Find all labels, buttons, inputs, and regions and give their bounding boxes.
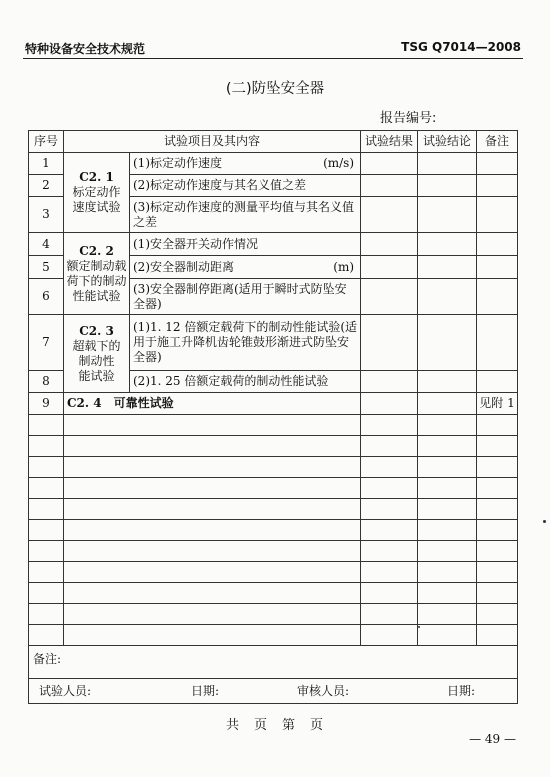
empty-row (29, 625, 518, 646)
table-row (29, 393, 518, 415)
result-cell[interactable] (361, 315, 418, 371)
remark-cell[interactable] (477, 153, 518, 175)
group-label: 超载下的 制动性 能试验 (72, 338, 121, 383)
table-row (29, 153, 518, 175)
result-cell[interactable] (361, 393, 418, 415)
remark-cell[interactable] (477, 256, 518, 279)
group-c2-3 (64, 315, 130, 393)
header-result: 试验结果 (361, 131, 418, 153)
conclusion-cell[interactable] (418, 153, 477, 175)
header-no: 序号 (29, 131, 64, 153)
empty-row (29, 436, 518, 457)
item-text: (2)1. 25 倍额定载荷的制动性能试验 (133, 374, 329, 388)
group-code: C2. 3 (79, 323, 114, 338)
row-item (130, 279, 361, 315)
header-content: 试验项目及其内容 (64, 131, 361, 153)
header-rule (23, 58, 523, 59)
item-text: (3)标定动作速度的测量平均值与其名义值之差 (133, 199, 354, 229)
conclusion-cell[interactable] (418, 233, 477, 256)
row-item (64, 393, 361, 415)
conclusion-cell[interactable] (418, 279, 477, 315)
group-code: C2. 1 (79, 170, 114, 184)
row-no: 5 (29, 256, 64, 279)
group-c2-2 (64, 233, 130, 315)
tester-label: 试验人员: (39, 683, 92, 698)
empty-row (29, 604, 518, 625)
signature-cell (29, 679, 518, 704)
remark-cell[interactable] (477, 371, 518, 393)
row-item (130, 233, 361, 256)
item-text: (1)1. 12 倍额定载荷下的制动性能试验(适用于施工升降机齿轮锥鼓形渐进式防坠安全器) (133, 320, 358, 364)
conclusion-cell[interactable] (418, 393, 477, 415)
result-cell[interactable] (361, 153, 418, 175)
table-header-row (29, 131, 518, 153)
remark-cell[interactable] (477, 197, 518, 233)
row-no: 8 (29, 371, 64, 393)
row-item (130, 197, 361, 233)
item-unit: (m) (333, 259, 355, 274)
date-label: 日期: (191, 683, 220, 698)
remark-cell[interactable]: 见附 1 (477, 393, 518, 415)
conclusion-cell[interactable] (418, 256, 477, 279)
section-title: (二)防坠安全器 (225, 81, 325, 97)
result-cell[interactable] (361, 233, 418, 256)
result-cell[interactable] (361, 279, 418, 315)
item-text: (3)安全器制停距离(适用于瞬时式防坠安全器) (133, 281, 347, 311)
remark-cell[interactable] (477, 175, 518, 197)
row-no: 1 (29, 153, 64, 175)
table-row (29, 315, 518, 371)
item-text: C2. 4 可靠性试验 (67, 396, 174, 410)
group-code: C2. 2 (79, 243, 114, 258)
doc-header-left: 特种设备安全技术规范 (25, 42, 146, 56)
conclusion-cell[interactable] (418, 197, 477, 233)
header-remark: 备注 (477, 131, 518, 153)
empty-row (29, 520, 518, 541)
row-no: 2 (29, 175, 64, 197)
notes-label: 备注: (33, 652, 62, 666)
page-number: — 49 — (469, 732, 516, 746)
group-label: 额定制动载 荷下的制动 性能试验 (66, 258, 127, 303)
reviewer-label: 审核人员: (297, 683, 350, 698)
group-c2-1 (64, 153, 130, 233)
group-label: 标定动作 速度试验 (72, 185, 121, 214)
scan-speck (543, 520, 546, 523)
remark-cell[interactable] (477, 233, 518, 256)
item-text: (1)安全器开关动作情况 (133, 236, 258, 251)
conclusion-cell[interactable] (418, 371, 477, 393)
scan-speck (418, 626, 420, 628)
item-unit: (m/s) (323, 156, 355, 170)
row-no: 4 (29, 233, 64, 256)
remark-cell[interactable] (477, 315, 518, 371)
conclusion-cell[interactable] (418, 175, 477, 197)
row-item (130, 256, 361, 279)
page-count-line: 共 页 第 页 (225, 718, 324, 733)
row-item (130, 371, 361, 393)
row-item (130, 175, 361, 197)
empty-row (29, 541, 518, 562)
empty-row (29, 478, 518, 499)
doc-header-right: TSG Q7014—2008 (401, 40, 521, 54)
empty-row (29, 562, 518, 583)
header-conclusion: 试验结论 (418, 131, 477, 153)
result-cell[interactable] (361, 256, 418, 279)
row-no: 7 (29, 315, 64, 371)
empty-row (29, 499, 518, 520)
empty-row (29, 583, 518, 604)
notes-row (29, 646, 518, 679)
report-number-label: 报告编号: (380, 111, 437, 126)
empty-row (29, 457, 518, 478)
signature-row (29, 679, 518, 704)
result-cell[interactable] (361, 371, 418, 393)
notes-cell[interactable] (29, 646, 518, 679)
test-record-table (28, 130, 518, 704)
conclusion-cell[interactable] (418, 315, 477, 371)
table-row (29, 233, 518, 256)
result-cell[interactable] (361, 197, 418, 233)
row-no: 6 (29, 279, 64, 315)
row-item (130, 153, 361, 175)
row-no: 9 (29, 393, 64, 415)
item-text: (2)标定动作速度与其名义值之差 (133, 178, 306, 192)
remark-cell[interactable] (477, 279, 518, 315)
item-text: (1)标定动作速度 (133, 156, 222, 170)
item-text: (2)安全器制动距离 (133, 259, 234, 274)
empty-row (29, 415, 518, 436)
date2-label: 日期: (447, 683, 476, 698)
row-no: 3 (29, 197, 64, 233)
result-cell[interactable] (361, 175, 418, 197)
row-item (130, 315, 361, 371)
